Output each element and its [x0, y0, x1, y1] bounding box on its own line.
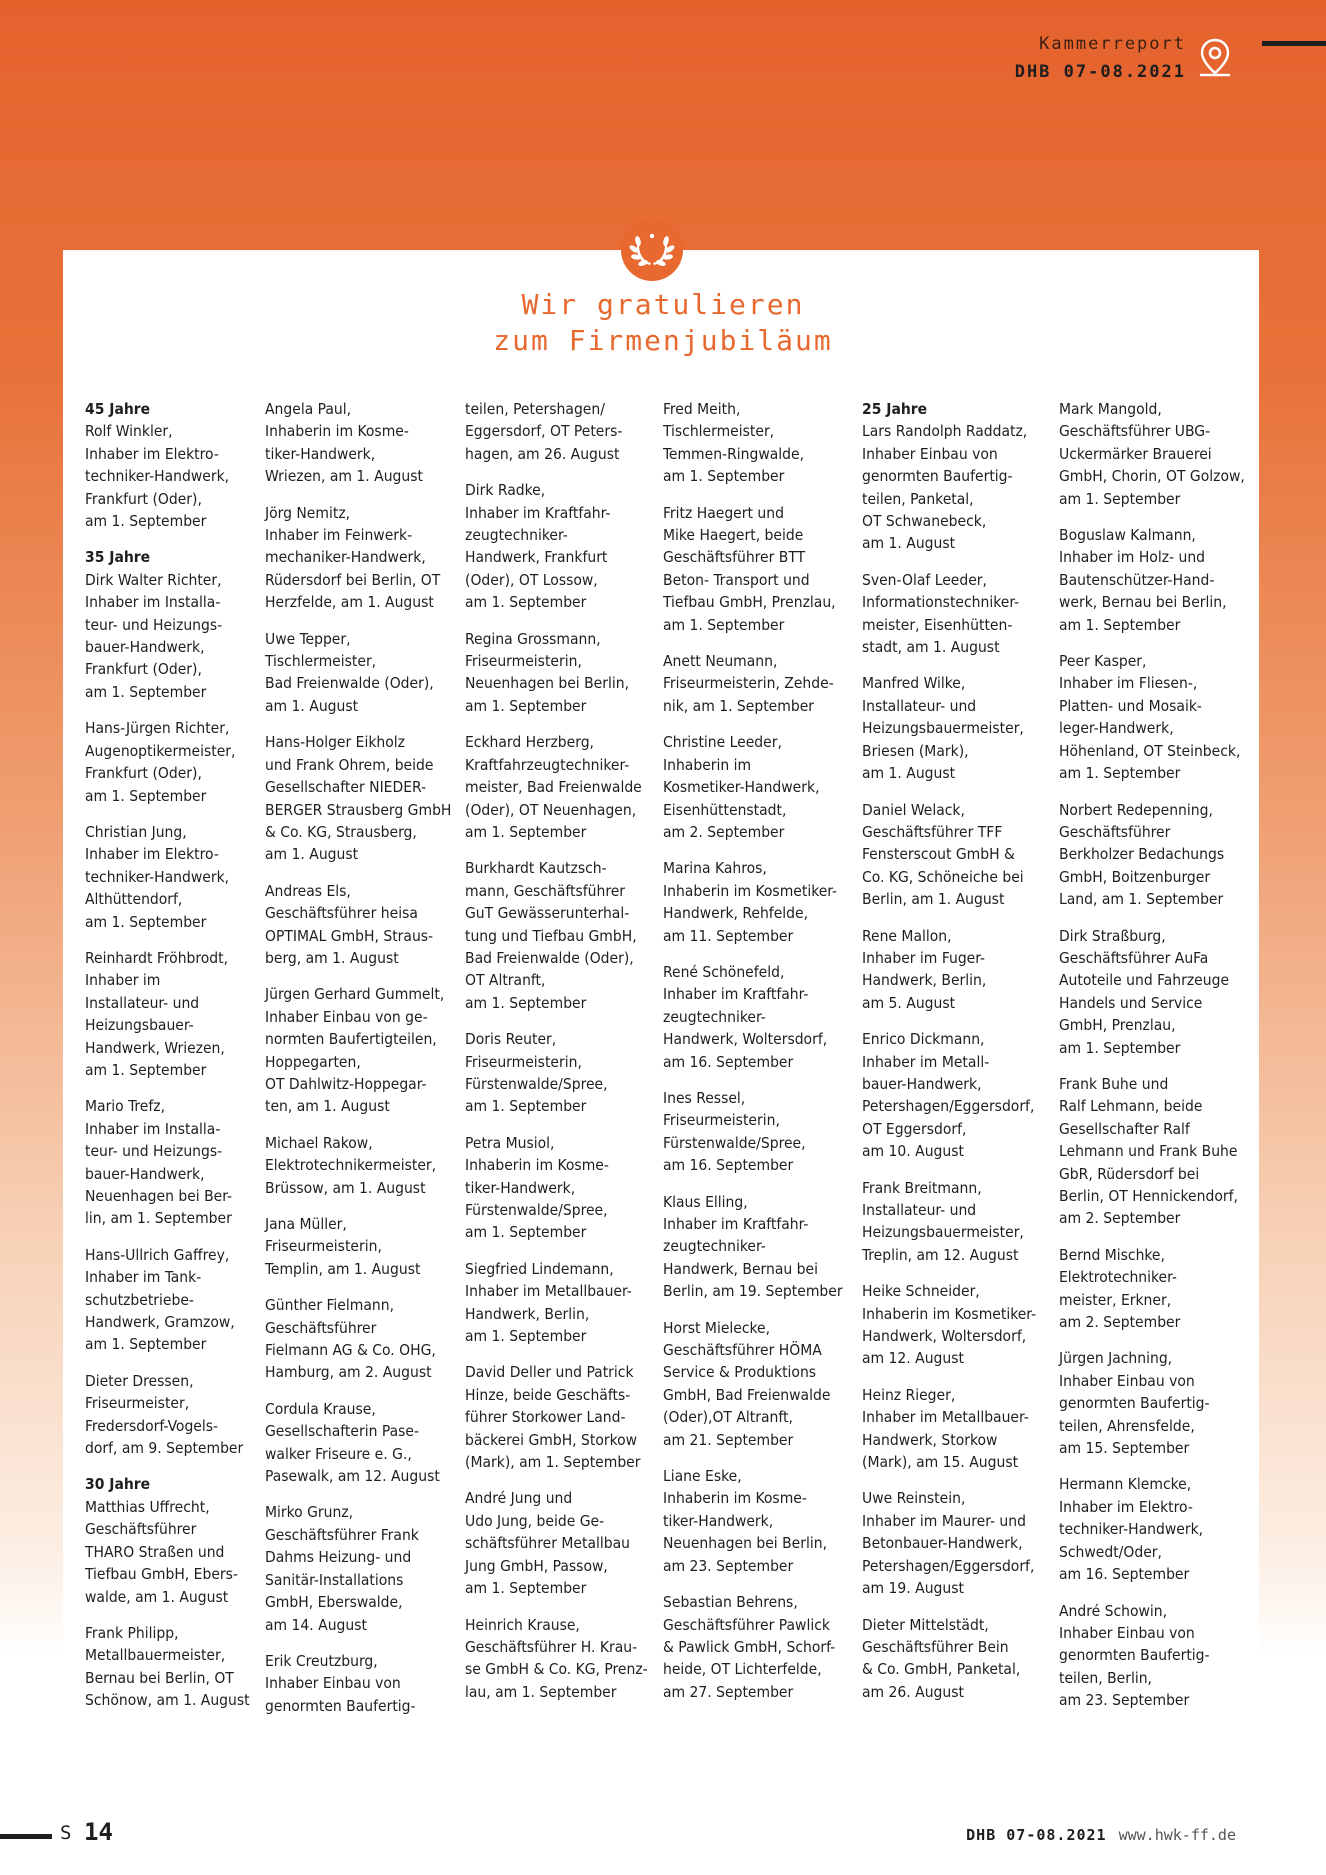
entry-text: Frank Buhe und Ralf Lehmann, beide Gesellschafter Ralf Lehmann und Frank Buhe GbR, Rüdersdorf bei Berlin, OT Hennickendorf, am 2. September	[1059, 1074, 1238, 1228]
jubilee-entry	[465, 857, 660, 1014]
jubilee-entry	[862, 1177, 1057, 1267]
entry-text: Anett Neumann, Friseurmeisterin, Zehde- nik, am 1. September	[663, 652, 834, 715]
laurel-wreath-icon	[621, 219, 683, 281]
entry-text: Erik Creutzburg, Inhaber Einbau von genormten Baufertig-	[265, 1651, 416, 1715]
page-title-line-1: Wir gratulieren	[521, 288, 805, 321]
entry-text: Frank Breitmann, Installateur- und Heizungsbauermeister, Treplin, am 12. August	[862, 1178, 1024, 1264]
entry-text: Eckhard Herzberg, Kraftfahrzeugtechniker- meister, Bad Freienwalde (Oder), OT Neuenhagen, am 1. September	[465, 733, 642, 841]
entry-text: Norbert Redepenning, Geschäftsführer Berkholzer Bedachungs GmbH, Boitzenburger Land, am 1. September	[1059, 800, 1225, 909]
entry-text: Burkhardt Kautzsch- mann, Geschäftsführer GuT Gewässerunterhal- tung und Tiefbau GmbH, Bad Freienwalde (Oder), OT Altranft, am 1. September	[465, 859, 637, 1012]
jubilee-entry	[862, 672, 1057, 784]
entry-text: Hans-Ullrich Gaffrey, Inhaber im Tank- schutzbetriebe- Handwerk, Gramzow, am 1. September	[85, 1245, 235, 1354]
jubilee-entry	[465, 1487, 660, 1599]
jubilee-entry	[265, 1294, 460, 1384]
jubilee-entry	[663, 1591, 858, 1703]
entry-text: Mirko Grunz, Geschäftsführer Frank Dahms Heizung- und Sanitär-Installations GmbH, Eberswalde, am 14. August	[265, 1503, 419, 1634]
entry-text: Cordula Krause, Gesellschafterin Pase- walker Friseure e. G., Pasewalk, am 12. August	[265, 1399, 440, 1486]
entry-text: Fred Meith, Tischlermeister, Temmen-Ringwalde, am 1. September	[663, 400, 805, 486]
entry-text: Daniel Welack, Geschäftsführer TFF Fensterscout GmbH & Co. KG, Schöneiche bei Berlin, am 1. August	[862, 800, 1024, 909]
jubilee-entry	[1059, 925, 1254, 1059]
entry-text: Doris Reuter, Friseurmeisterin, Fürstenwalde/Spree, am 1. September	[465, 1030, 608, 1116]
entry-text: Dieter Dressen, Friseurmeister, Fredersdorf-Vogels- dorf, am 9. September	[85, 1371, 244, 1458]
jubilee-entry	[85, 398, 260, 532]
jubilee-entry	[265, 731, 460, 865]
entry-text: Hermann Klemcke, Inhaber im Elektro- techniker-Handwerk, Schwedt/Oder, am 16. September	[1059, 1475, 1204, 1584]
entry-text: Heike Schneider, Inhaberin im Kosmetiker- Handwerk, Woltersdorf, am 12. August	[862, 1282, 1037, 1368]
location-pin-icon	[1196, 37, 1234, 81]
jubilee-entry	[1059, 1473, 1254, 1585]
entry-text: Petra Musiol, Inhaberin im Kosme- tiker-Handwerk, Fürstenwalde/Spree, am 1. September	[465, 1133, 609, 1242]
entry-text: Reinhardt Fröhbrodt, Inhaber im Installateur- und Heizungsbauer- Handwerk, Wriezen, am 1. September	[85, 948, 229, 1079]
jubilee-entry	[1059, 1347, 1254, 1459]
jubilee-entry	[465, 1614, 660, 1704]
entry-text: Ines Ressel, Friseurmeisterin, Fürstenwalde/Spree, am 16. September	[663, 1088, 806, 1175]
jubilee-entry	[1059, 1073, 1254, 1230]
page-number: 14	[84, 1818, 113, 1846]
entry-text: Sebastian Behrens, Geschäftsführer Pawlick & Pawlick GmbH, Schorf- heide, OT Lichterfelde, am 27. September	[663, 1593, 836, 1701]
entry-text: Dirk Radke, Inhaber im Kraftfahr- zeugtechniker- Handwerk, Frankfurt (Oder), OT Lossow, am 1. September	[465, 481, 611, 612]
column-2	[265, 398, 460, 1731]
jubilee-entry	[862, 1280, 1057, 1370]
page-title-line-2: zum Firmenjubiläum	[493, 324, 833, 357]
entry-text: Heinrich Krause, Geschäftsführer H. Krau- se GmbH & Co. KG, Prenz- lau, am 1. September	[465, 1615, 648, 1701]
jubilee-entry	[265, 880, 460, 970]
entry-text: Marina Kahros, Inhaberin im Kosmetiker- Handwerk, Rehfelde, am 11. September	[663, 859, 838, 945]
entry-text: Heinz Rieger, Inhaber im Metallbauer- Handwerk, Storkow (Mark), am 15. August	[862, 1385, 1029, 1472]
jubilee-entry	[265, 1213, 460, 1280]
entry-text: Liane Eske, Inhaberin im Kosme- tiker-Handwerk, Neuenhagen bei Berlin, am 23. September	[663, 1467, 827, 1575]
jubilee-entry	[663, 857, 858, 947]
jubilee-entry	[663, 502, 858, 636]
entry-text: Jürgen Jachning, Inhaber Einbau von genormten Baufertig- teilen, Ahrensfelde, am 15. September	[1059, 1349, 1210, 1458]
entry-text: teilen, Petershagen/ Eggersdorf, OT Peters- hagen, am 26. August	[465, 400, 623, 463]
jubilee-entry	[663, 650, 858, 717]
footer-issue: DHB 07-08.2021	[966, 1826, 1107, 1844]
footer-url[interactable]: www.hwk-ff.de	[1118, 1826, 1236, 1844]
jubilee-entry	[862, 1028, 1057, 1162]
footer-info	[966, 1826, 1236, 1844]
jubilee-entry	[465, 1258, 660, 1348]
jubilee-entry	[85, 821, 260, 933]
entry-text: Uwe Tepper, Tischlermeister, Bad Freienwalde (Oder), am 1. August	[265, 629, 434, 715]
anniversary-year-heading: 45 Jahre	[85, 400, 151, 418]
jubilee-entry	[1059, 524, 1254, 636]
jubilee-entry	[265, 398, 460, 488]
jubilee-entry	[85, 1473, 260, 1607]
entry-text: André Jung und Udo Jung, beide Ge- schäftsführer Metallbau Jung GmbH, Passow, am 1. September	[465, 1489, 631, 1598]
jubilee-entry	[465, 398, 660, 465]
entry-text: Lars Randolph Raddatz, Inhaber Einbau von genormten Baufertig- teilen, Panketal, OT Schwanebeck, am 1. August	[862, 422, 1028, 553]
entry-text: Angela Paul, Inhaberin im Kosme- tiker-Handwerk, Wriezen, am 1. August	[265, 400, 423, 486]
jubilee-entry	[85, 947, 260, 1081]
entry-text: Hans-Holger Eikholz und Frank Ohrem, beide Gesellschafter NIEDER- BERGER Strausberg GmbH & Co. KG, Strausberg, am 1. August	[265, 733, 452, 864]
jubilee-entry	[663, 1191, 858, 1303]
entry-text: Jürgen Gerhard Gummelt, Inhaber Einbau von ge- normten Baufertigteilen, Hoppegarten, OT Dahlwitz-Hoppegar- ten, am 1. August	[265, 985, 445, 1116]
entry-text: Enrico Dickmann, Inhaber im Metall- bauer-Handwerk, Petershagen/Eggersdorf, OT Eggersdorf, am 10. August	[862, 1030, 1035, 1161]
entry-text: Rene Mallon, Inhaber im Fuger- Handwerk, Berlin, am 5. August	[862, 926, 987, 1012]
jubilee-entry	[465, 1028, 660, 1118]
entry-text: Boguslaw Kalmann, Inhaber im Holz- und Bautenschützer-Hand- werk, Bernau bei Berlin, am 1. September	[1059, 526, 1227, 634]
column-4	[663, 398, 858, 1717]
jubilee-entry	[663, 1317, 858, 1451]
section-label: Kammerreport	[1039, 34, 1186, 54]
entry-text: Peer Kasper, Inhaber im Fliesen-, Platten- und Mosaik- leger-Handwerk, Höhenland, OT Steinbeck, am 1. September	[1059, 652, 1241, 783]
issue-label: DHB 07-08.2021	[1014, 62, 1186, 82]
jubilee-entry	[862, 398, 1057, 555]
entry-text: Mario Trefz, Inhaber im Installa- teur- und Heizungs- bauer-Handwerk, Neuenhagen bei Ber- lin, am 1. September	[85, 1097, 233, 1228]
entry-text: Matthias Uffrecht, Geschäftsführer THARO Straßen und Tiefbau GmbH, Ebers- walde, am 1. August	[85, 1497, 238, 1606]
entry-text: Horst Mielecke, Geschäftsführer HÖMA Service & Produktions GmbH, Bad Freienwalde (Oder),OT Altranft, am 21. September	[663, 1318, 831, 1449]
jubilee-entry	[862, 569, 1057, 659]
entry-text: Mark Mangold, Geschäftsführer UBG- Uckermärker Brauerei GmbH, Chorin, OT Golzow, am 1. September	[1059, 400, 1245, 508]
jubilee-entry	[862, 925, 1057, 1015]
entry-text: Klaus Elling, Inhaber im Kraftfahr- zeugtechniker- Handwerk, Bernau bei Berlin, am 19. September	[663, 1192, 843, 1301]
jubilee-entry	[85, 1370, 260, 1460]
entry-text: Jana Müller, Friseurmeisterin, Templin, am 1. August	[265, 1215, 421, 1278]
jubilee-entry	[862, 1614, 1057, 1704]
jubilee-entry	[465, 731, 660, 843]
column-3	[465, 398, 660, 1717]
jubilee-entry	[1059, 650, 1254, 784]
top-accent-bar	[1262, 41, 1326, 46]
jubilee-entry	[862, 1487, 1057, 1599]
entry-text: Michael Rakow, Elektrotechnikermeister, Brüssow, am 1. August	[265, 1133, 437, 1197]
jubilee-entry	[1059, 1600, 1254, 1712]
entry-text: Christian Jung, Inhaber im Elektro- techniker-Handwerk, Althüttendorf, am 1. September	[85, 822, 230, 931]
column-1	[85, 398, 260, 1726]
entry-text: Dirk Walter Richter, Inhaber im Installa- teur- und Heizungs- bauer-Handwerk, Frankfurt (Oder), am 1. September	[85, 570, 223, 701]
jubilee-entry	[265, 1650, 460, 1717]
column-6	[1059, 398, 1254, 1726]
jubilee-entry	[265, 1398, 460, 1488]
entry-text: Hans-Jürgen Richter, Augenoptikermeister, Frankfurt (Oder), am 1. September	[85, 719, 236, 805]
entry-text: Siegfried Lindemann, Inhaber im Metallbauer- Handwerk, Berlin, am 1. September	[465, 1259, 632, 1346]
anniversary-year-heading: 35 Jahre	[85, 548, 151, 567]
entry-text: Bernd Mischke, Elektrotechniker- meister, Erkner, am 2. September	[1059, 1245, 1181, 1332]
jubilee-entry	[1059, 1244, 1254, 1334]
jubilee-entry	[265, 1501, 460, 1635]
jubilee-entry	[265, 628, 460, 718]
entry-text: Sven-Olaf Leeder, Informationstechniker- meister, Eisenhütten- stadt, am 1. August	[862, 570, 1020, 657]
jubilee-entry	[265, 1132, 460, 1199]
footer-accent-bar	[0, 1834, 52, 1839]
entry-text: Andreas Els, Geschäftsführer heisa OPTIMAL GmbH, Straus- berg, am 1. August	[265, 881, 434, 967]
anniversary-year-heading: 30 Jahre	[85, 1475, 151, 1494]
entry-text: Jörg Nemitz, Inhaber im Feinwerk- mechaniker-Handwerk, Rüdersdorf bei Berlin, OT Herzfelde, am 1. August	[265, 503, 441, 612]
entry-text: Christine Leeder, Inhaberin im Kosmetiker-Handwerk, Eisenhüttenstadt, am 2. September	[663, 733, 820, 841]
jubilee-entry	[85, 1095, 260, 1229]
jubilee-entry	[465, 1132, 660, 1244]
entry-text: Uwe Reinstein, Inhaber im Maurer- und Betonbauer-Handwerk, Petershagen/Eggersdorf, am 19. August	[862, 1489, 1035, 1598]
jubilee-entry	[1059, 398, 1254, 510]
entry-text: David Deller und Patrick Hinze, beide Geschäfts- führer Storkower Land- bäckerei GmbH, Storkow (Mark), am 1. September	[465, 1363, 641, 1472]
jubilee-entry	[265, 502, 460, 614]
jubilee-entry	[862, 799, 1057, 911]
column-5	[862, 398, 1057, 1717]
jubilee-entry	[85, 717, 260, 807]
entry-text: René Schönefeld, Inhaber im Kraftfahr- zeugtechniker- Handwerk, Woltersdorf, am 16. September	[663, 962, 828, 1071]
jubilee-entry	[862, 1384, 1057, 1474]
entry-text: Regina Grossmann, Friseurmeisterin, Neuenhagen bei Berlin, am 1. September	[465, 629, 629, 715]
jubilee-entry	[663, 961, 858, 1073]
jubilee-entry	[85, 1244, 260, 1356]
jubilee-entry	[663, 731, 858, 843]
entry-text: Fritz Haegert und Mike Haegert, beide Geschäftsführer BTT Beton- Transport und Tiefbau GmbH, Prenzlau, am 1. September	[663, 503, 836, 634]
jubilee-entry	[85, 546, 260, 703]
entry-text: Günther Fielmann, Geschäftsführer Fielmann AG & Co. OHG, Hamburg, am 2. August	[265, 1296, 436, 1382]
anniversary-year-heading: 25 Jahre	[862, 400, 928, 418]
entry-text: André Schowin, Inhaber Einbau von genormten Baufertig- teilen, Berlin, am 23. September	[1059, 1601, 1210, 1710]
entry-text: Manfred Wilke, Installateur- und Heizungsbauermeister, Briesen (Mark), am 1. August	[862, 674, 1024, 783]
jubilee-entry	[465, 1361, 660, 1473]
entry-text: Frank Philipp, Metallbauermeister, Bernau bei Berlin, OT Schönow, am 1. August	[85, 1623, 250, 1710]
jubilee-entry	[85, 1622, 260, 1712]
entry-text: Dirk Straßburg, Geschäftsführer AuFa Autoteile und Fahrzeuge Handels und Service GmbH, Prenzlau, am 1. September	[1059, 926, 1230, 1057]
page-prefix: S	[60, 1822, 72, 1844]
jubilee-entry	[663, 1465, 858, 1577]
jubilee-entry	[663, 398, 858, 488]
jubilee-entry	[663, 1087, 858, 1177]
entry-text: Dieter Mittelstädt, Geschäftsführer Bein & Co. GmbH, Panketal, am 26. August	[862, 1615, 1021, 1701]
jubilee-entry	[265, 983, 460, 1117]
jubilee-entry	[1059, 799, 1254, 911]
jubilee-entry	[465, 628, 660, 718]
entry-text: Rolf Winkler, Inhaber im Elektro- techniker-Handwerk, Frankfurt (Oder), am 1. September	[85, 422, 230, 531]
jubilee-entry	[465, 479, 660, 613]
